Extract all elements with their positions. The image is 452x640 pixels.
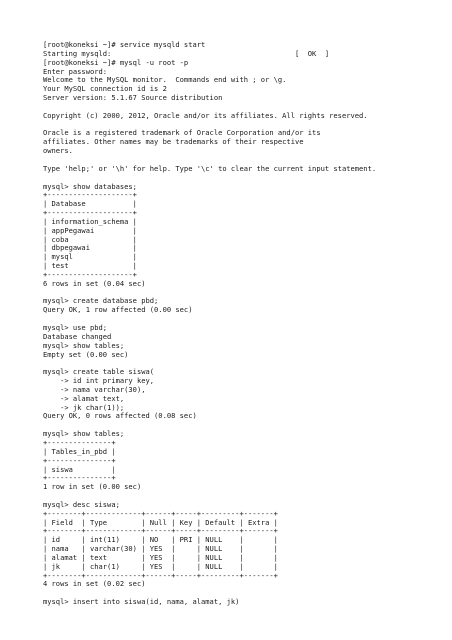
terminal-line: Enter password: bbox=[43, 66, 108, 76]
terminal-line: | Database | bbox=[43, 199, 137, 209]
terminal-line: Query OK, 0 rows affected (0.08 sec) bbox=[43, 411, 197, 421]
terminal-line: +--------+-------------+------+-----+---------+-------+ bbox=[43, 526, 278, 536]
terminal-output bbox=[43, 41, 376, 607]
terminal-line: mysql> show tables; bbox=[43, 429, 125, 439]
terminal-line: 4 rows in set (0.02 sec) bbox=[43, 579, 146, 589]
terminal-line: mysql> desc siswa; bbox=[43, 499, 120, 509]
terminal-line: Welcome to the MySQL monitor. Commands end with ; or \g. bbox=[43, 75, 287, 85]
terminal-line: +--------------------+ bbox=[43, 269, 137, 279]
terminal-line: mysql> show databases; bbox=[43, 181, 137, 191]
terminal-line: mysql> insert into siswa(id, nama, alamat, jk) bbox=[43, 597, 240, 607]
terminal-line: Query OK, 1 row affected (0.00 sec) bbox=[43, 305, 193, 315]
terminal-line: Copyright (c) 2000, 2012, Oracle and/or its affiliates. All rights reserved. bbox=[43, 110, 368, 120]
terminal-line: mysql> use pbd; bbox=[43, 323, 108, 332]
terminal-line: | nama | varchar(30) | YES | | NULL | | bbox=[43, 544, 278, 554]
terminal-line: Database changed bbox=[43, 331, 112, 341]
terminal-line: | jk | char(1) | YES | | NULL | | bbox=[43, 561, 278, 571]
terminal-line: +---------------+ bbox=[43, 455, 116, 465]
terminal-line: | coba | bbox=[43, 234, 137, 244]
terminal-line: +--------------------+ bbox=[43, 190, 137, 200]
terminal-line: [root@koneksi ~]# mysql -u root -p bbox=[43, 57, 189, 67]
terminal-line: 6 rows in set (0.04 sec) bbox=[43, 278, 146, 288]
terminal-line: Type 'help;' or '\h' for help. Type '\c' to clear the current input statement. bbox=[43, 163, 377, 173]
terminal-line: -> nama varchar(30), bbox=[43, 384, 146, 394]
terminal-line: | alamat | text | YES | | NULL | | bbox=[43, 552, 278, 562]
terminal-line: +---------------+ bbox=[43, 437, 116, 447]
terminal-line: -> id int primary key, bbox=[43, 376, 155, 386]
terminal-line: | information_schema | bbox=[43, 216, 137, 226]
terminal-line: 1 row in set (0.00 sec) bbox=[43, 482, 142, 492]
terminal-line: Empty set (0.00 sec) bbox=[43, 349, 129, 359]
terminal-line: | mysql | bbox=[43, 252, 137, 262]
terminal-line: mysql> show tables; bbox=[43, 340, 125, 350]
terminal-line: +--------+-------------+------+-----+---------+-------+ bbox=[43, 508, 278, 518]
terminal-line: owners. bbox=[43, 146, 73, 156]
terminal-line: | test | bbox=[43, 261, 137, 271]
terminal-line: +---------------+ bbox=[43, 473, 116, 483]
terminal-line: +--------------------+ bbox=[43, 208, 137, 218]
terminal-line: Starting mysqld: [ OK ] bbox=[43, 48, 330, 58]
terminal-line: | Tables_in_pbd | bbox=[43, 446, 116, 456]
terminal-line: mysql> create table siswa( bbox=[43, 367, 155, 377]
terminal-line: [root@koneksi ~]# service mysqld start bbox=[43, 40, 206, 49]
terminal-line: Server version: 5.1.67 Source distribution bbox=[43, 93, 223, 103]
terminal-line: | siswa | bbox=[43, 464, 116, 474]
terminal-line: | dbpegawai | bbox=[43, 243, 137, 253]
terminal-line: | id | int(11) | NO | PRI | NULL | | bbox=[43, 535, 278, 545]
terminal-line: mysql> create database pbd; bbox=[43, 296, 159, 306]
terminal-line: Oracle is a registered trademark of Oracle Corporation and/or its bbox=[43, 128, 321, 138]
terminal-line: +--------+-------------+------+-----+---------+-------+ bbox=[43, 570, 278, 580]
terminal-line: | appPegawai | bbox=[43, 225, 137, 235]
terminal-line: -> jk char(1)); bbox=[43, 402, 125, 412]
terminal-line: | Field | Type | Null | Key | Default | Extra | bbox=[43, 517, 278, 527]
terminal-line: Your MySQL connection id is 2 bbox=[43, 84, 167, 94]
terminal-line: affiliates. Other names may be trademarks of their respective bbox=[43, 137, 304, 147]
terminal-line: -> alamat text, bbox=[43, 393, 125, 403]
